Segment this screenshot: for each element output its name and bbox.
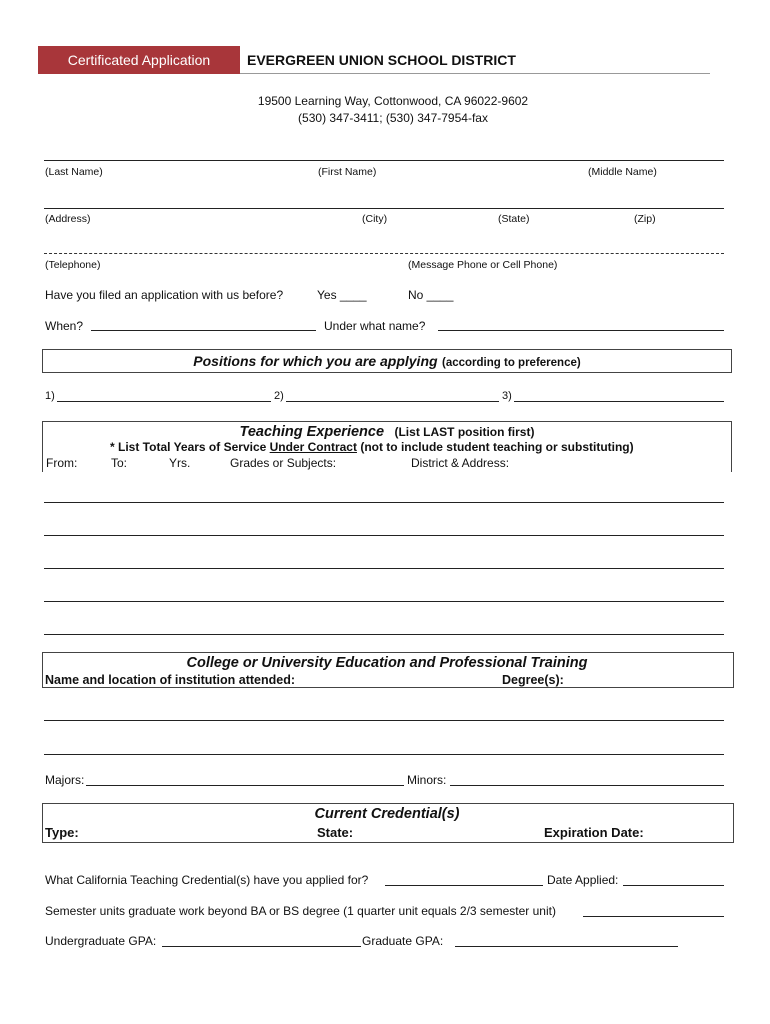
position-2-label: 2) <box>274 390 284 402</box>
application-type-tag: Certificated Application <box>38 46 240 74</box>
filed-before-question: Have you filed an application with us before? <box>45 288 284 302</box>
institution-label: Name and location of institution attended: <box>45 673 295 687</box>
telephone-line[interactable] <box>44 253 724 254</box>
message-phone-label: (Message Phone or Cell Phone) <box>408 259 558 271</box>
position-1-field[interactable] <box>57 401 271 402</box>
address-line[interactable] <box>44 208 724 209</box>
when-label: When? <box>45 319 84 333</box>
district-address: 19500 Learning Way, Cottonwood, CA 96022-9602 <box>257 94 529 108</box>
teaching-entry-line[interactable] <box>44 601 724 602</box>
credential-state-label: State: <box>317 825 354 840</box>
col-to: To: <box>111 456 128 470</box>
state-label: (State) <box>498 213 530 225</box>
when-field[interactable] <box>91 330 316 331</box>
district-phone: (530) 347-3411; (530) 347-7954-fax <box>298 111 488 125</box>
positions-section-box <box>42 349 732 373</box>
education-heading: College or University Education and Professional Training <box>186 655 588 671</box>
undergrad-gpa-field[interactable] <box>162 946 361 947</box>
middle-name-label: (Middle Name) <box>588 166 657 178</box>
header-rule <box>240 73 710 74</box>
majors-field[interactable] <box>86 785 404 786</box>
credential-expiration-label: Expiration Date: <box>544 825 644 840</box>
applied-credential-question: What California Teaching Credential(s) have you applied for? <box>45 873 369 887</box>
district-name: EVERGREEN UNION SCHOOL DISTRICT <box>247 52 516 68</box>
col-from: From: <box>46 456 78 470</box>
date-applied-label: Date Applied: <box>547 873 619 887</box>
degrees-label: Degree(s): <box>502 673 564 687</box>
teaching-instruction-pre: * List Total Years of Service <box>110 440 270 454</box>
positions-heading: Positions for which you are applying <box>193 353 438 369</box>
teaching-entry-line[interactable] <box>44 502 724 503</box>
majors-label: Majors: <box>45 773 85 787</box>
position-2-field[interactable] <box>286 401 499 402</box>
telephone-label: (Telephone) <box>45 259 101 271</box>
minors-label: Minors: <box>407 773 447 787</box>
under-name-field[interactable] <box>438 330 724 331</box>
name-line[interactable] <box>44 160 724 161</box>
zip-label: (Zip) <box>634 213 656 225</box>
grad-gpa-field[interactable] <box>455 946 678 947</box>
filed-yes-option[interactable]: Yes ____ <box>317 288 367 302</box>
col-district: District & Address: <box>411 456 510 470</box>
education-entry-line[interactable] <box>44 754 724 755</box>
teaching-instruction-underline: Under Contract <box>269 440 357 454</box>
teaching-instruction <box>110 440 634 454</box>
first-name-label: (First Name) <box>318 166 377 178</box>
teaching-entry-line[interactable] <box>44 634 724 635</box>
semester-units-field[interactable] <box>583 916 724 917</box>
teaching-entry-line[interactable] <box>44 568 724 569</box>
teaching-instruction-post: (not to include student teaching or substituting) <box>356 440 634 454</box>
position-1-label: 1) <box>45 390 55 402</box>
grad-gpa-label: Graduate GPA: <box>362 934 444 948</box>
position-3-label: 3) <box>502 390 512 402</box>
education-entry-line[interactable] <box>44 720 724 721</box>
date-applied-field[interactable] <box>623 885 724 886</box>
teaching-heading-row <box>42 423 732 441</box>
credential-heading: Current Credential(s) <box>314 806 460 822</box>
col-yrs: Yrs. <box>169 456 191 470</box>
under-name-label: Under what name? <box>324 319 426 333</box>
teaching-entry-line[interactable] <box>44 535 724 536</box>
undergrad-gpa-label: Undergraduate GPA: <box>45 934 157 948</box>
credential-type-label: Type: <box>45 825 79 840</box>
minors-field[interactable] <box>450 785 724 786</box>
positions-note: (according to preference) <box>442 357 581 369</box>
semester-units-label: Semester units graduate work beyond BA or BS degree (1 quarter unit equals 2/3 semester unit) <box>45 904 556 918</box>
teaching-note: (List LAST position first) <box>394 425 535 439</box>
last-name-label: (Last Name) <box>45 166 103 178</box>
position-3-field[interactable] <box>514 401 724 402</box>
filed-no-option[interactable]: No ____ <box>408 288 454 302</box>
city-label: (City) <box>362 213 388 225</box>
address-label: (Address) <box>45 213 91 225</box>
col-grades: Grades or Subjects: <box>230 456 337 470</box>
applied-credential-field[interactable] <box>385 885 543 886</box>
teaching-heading: Teaching Experience <box>239 424 385 440</box>
